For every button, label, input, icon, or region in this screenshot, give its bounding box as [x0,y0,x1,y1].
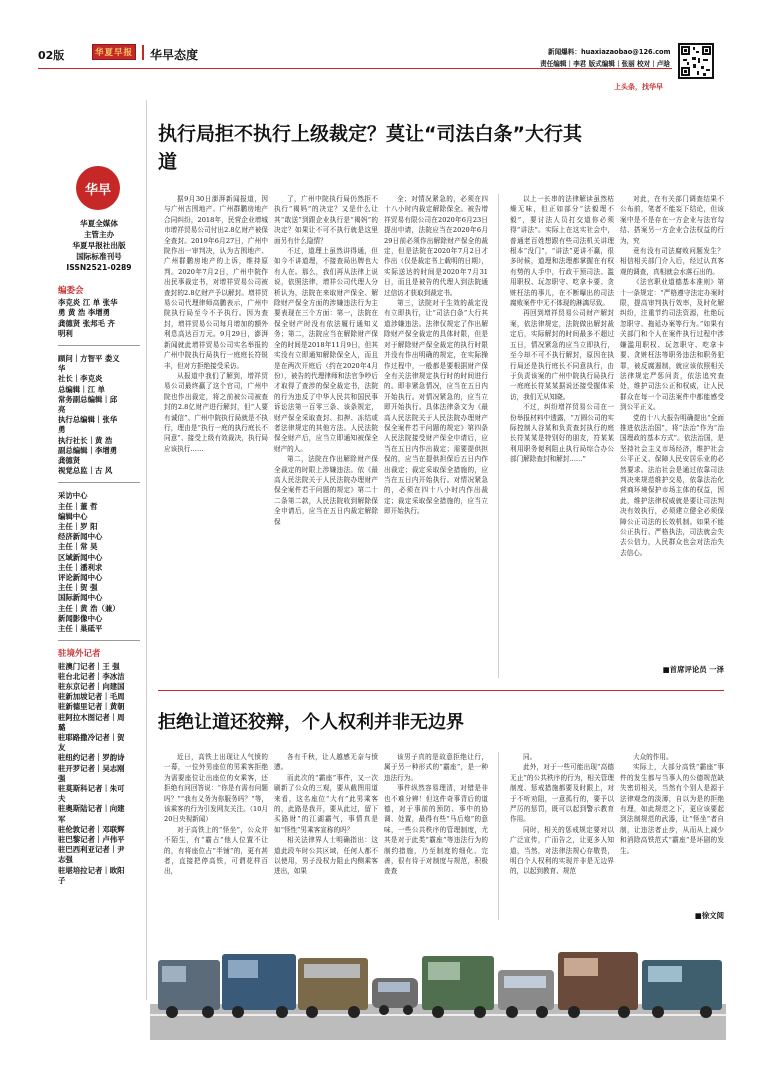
slogan: 上头条，找华早 [614,83,663,91]
column-rule [498,194,499,678]
sidebar-line: 总编辑｜江 单 [58,384,105,394]
masthead-seal [76,166,120,210]
sidebar-group [58,491,140,641]
sidebar-line: 驻台北记者｜李冰洁 [58,671,125,681]
sidebar-line: 驻开罗记者｜吴志刚 [58,763,125,773]
sidebar-line: 驻莫斯科记者｜朱可 [58,783,125,793]
paragraph: 大众的作用。 [633,753,673,761]
sidebar-line: 视觉总监｜古 风 [58,466,113,476]
masthead-line: 主管主办 [83,230,115,239]
sidebar-line: 华 [58,364,66,374]
article2-headline: 拒绝让道还狡辩，个人权利并非无边界 [158,712,464,733]
column-rule [498,752,499,920]
newspaper-logo [92,44,136,60]
header-separator [142,45,144,60]
sidebar-line: 驻澳门记者｜王 强 [58,661,120,671]
sidebar-rule [146,100,147,1000]
sidebar-line: 常务副总编辑｜邱 [58,394,118,404]
sidebar-line: 驻纽约记者｜罗韵诗 [58,753,125,763]
van [498,970,554,1010]
sidebar-line: 驻巴黎记者｜卢伟平 [58,834,125,844]
paragraph: 从报道中我们了解到，增祥贸易公司最终赢了这个官司，广州中院也作出裁定，将之前被公司被查封的2.8亿财产进行解封，但“人要有诚信”、广州中院执行局就是不执行，理由是“执行一庭的执行庭长不同意”、接受上级有效裁决，执行局应该执行…… [164,371,268,453]
paragraph: 相关法律界人士明确指出：这道此段车时公共区域，任何人都不以使用，男子没权力阻止内侧乘客进出，如果 [274,836,378,876]
sidebar-line: 驻巴西利亚记者｜尹 [58,845,125,855]
sidebar-line: 军 [58,814,66,824]
sidebar-line: 执行总编辑｜张华 [58,415,118,425]
sidebar-line: 主任｜罗 阳 [58,522,98,532]
paragraph: 对于高铁上的“怪坐”，公众并不陌生，有“霸占”他人位置不让的，有将座位占“半铺”的，更有甚者，直接把停高铁，可谓花样百出， [164,825,268,876]
sidebar-line: 新闻影像中心 [58,613,103,623]
paragraph: 党的十八大报告明确提出“全面推进依法治国”，将“法治”作为“治国理政的基本方式”。依法治国，是坚持社会主义市场经济，维护社会公平正义、保障人民安居乐业的必然要求。法治社会是通过依靠司法判决来规范维护交易，依靠法治化营商环境保护市场主体的权益，因此，维护法律权威就是要让司法判决有效执行，必须建立健全必须保障公正司法的长效机制。如果不能公正执行、严格执法，司法就会失去公信力，人民群众也会对法治失去信心。 [620,413,724,557]
paragraph: 第二，法院在作出解除财产保全裁定的时限上涉嫌违法。依《最高人民法院关于人民法院办理财产保全案件若干问题的规定》第二十二条第二款，人民法院收到解除保全申请后，应当在五日内裁定解除保 [274,455,378,526]
article1-column-4 [510,194,614,668]
sidebar-line: 璐 [58,722,66,732]
truck [642,960,722,1010]
sidebar-line: 龚德贤 [58,456,81,466]
sidebar-line: 李克炎 江 单 张华 [58,298,118,308]
traffic-photo [150,930,726,1040]
masthead-line: 国际标准刊号 [76,252,122,261]
paragraph: 再回到增祥贸易公司财产解封案，依法律规定，法院做出解封裁定后，实际解封的时间最多不超过五日，情况紧急的应当立即执行，至今却不可不执行解封，原因在执行局还是执行庭长不同意执行，由于负责该案的广州中院执行局执行一庭庭长符某某据说还接受握体采访，我们无从知晓。 [510,309,614,401]
sidebar-line: 副总编辑｜李增勇 [58,445,118,455]
sidebar-line: 明利 [58,328,73,338]
paragraph: 竟有没有司法腐败问题发生？相信相关部门介入后，经过认真客观的调查，真相就会水落石出的。 [620,247,724,276]
article2-column-1 [164,752,268,920]
article1-column-5 [620,194,724,668]
sidebar-line: 亮 [58,405,66,415]
sidebar-line: 驻新加坡记者｜毛周 [58,692,125,702]
sidebar-line: 主任｜巢砥平 [58,624,103,634]
sidebar-line: 龚德贤 张邦毛 齐 [58,318,115,328]
sidebar-line: 主任｜潘利求 [58,562,103,572]
article2-column-3 [384,752,488,920]
masthead-info [58,218,140,273]
sidebar-line: 编辑中心 [58,511,88,521]
sidebar-divider [58,345,140,346]
sidebar-line: 志强 [58,855,73,865]
sidebar-group [58,649,140,886]
paragraph: 各有千秋，让人越感无奈与愤懑。 [274,753,378,772]
paragraph: 而此次的“霸座”事件，又一次刷新了公众的三观，要从截图用道来看，这名座位“大有”此男乘客的，此路是我开，要从此过，留下买路财”的江湖霸气，事情真是如“怪性”男乘客宣称的吗？ [274,773,378,834]
sidebar-group-title: 驻境外记者 [58,649,101,660]
sidebar-line: 夫 [58,794,66,804]
sidebar-line: 驻伦敦记者｜邓联辉 [58,824,125,834]
paragraph: 事件纵然容易理清，对错是非也不难分辨！但这件奇事背后的道德，对于事前的预防、事中的协调、处置，最得有些“马后炮”的意味，一些公共秩序的管理制度，尤其是对于此类“霸座”等违法行为的制约措施，乃至制度的细化、完善，很有待于对制度与规范，积极查查 [384,784,488,876]
sidebar-group [58,286,140,346]
paragraph: 据9月30日澎湃新闻报道，因与广州古围地产、广州群鹏房地产合同纠纷，2018年，民营企业增城市增祥贸易公司付出2.8亿财产被保全查封。2019年6月27日，广州中院作出一审判决，认为古围地产、广州群鹏房地产的上诉，维持原判。2020年7月2日，广州中院作出民事裁定书，对增祥贸易公司被查封的2.8亿财产予以解封。增祥贸易公司代理律师高鹏表示，广州中院执行局至今不予执行。因为查封，增祥贸易公司每月增加的额外利息高达百万元。9月29日，澎湃新闻就此增祥贸易公司实名举报的广州中院执行局执行一庭庭长符锐丰，但对方拒绝接受采访。 [164,195,268,370]
editors-line: 责任编辑｜李君 版式编辑｜张丽 校对｜卢晗 [540,60,670,68]
article1-author: ■首席评论员 一泽 [662,665,724,674]
sidebar-line: 驻东京记者｜向建国 [58,681,125,691]
sidebar-line: 勇 黄 浩 李增勇 [58,308,111,318]
sidebar-line: 执行社长｜黄 浩 [58,435,113,445]
staff-sidebar [58,286,140,894]
sidebar-line: 驻新德里记者｜黄朝 [58,702,125,712]
article1-column-3 [384,194,488,678]
sidebar-divider [58,640,140,641]
paragraph: 不过，纠纷增祥贸易公司在一份举报材料中透露，“万圆公司的实际控制人谷某和负责查封执行的庭长符某某是特别好的朋友，符某某利用职务便利阻止执行局综合办公部门解除查封和解封……” [510,403,614,464]
sidebar-line: 驻阿拉木图记者｜周 [58,712,125,722]
sidebar-line: 友 [58,743,66,753]
paragraph: 第三，法院对于生效的裁定没有立即执行，让“司法白条”大行其道涉嫌违法。法律仅规定了作出解除财产保全裁定的具体时限，但是对于解除财产保全裁定的执行时限并没有作出明确的规定，在实际操作过程中，一般都是要根据财产保全有关法律规定执行时的时间进行的。即非紧急情况，应当在五日内开始执行。对情况紧急的，应当立即开始执行。具体法律条文为《最高人民法院关于人民法院办理财产保全案件若干问题的规定》第四条人民法院接受财产保全申请后，应当在五日内作出裁定；需要提供担保的，应当在提供担保后五日内作出裁定；裁定采取保全措施的，应当在五日内开始执行。对情况紧急的，必须在四十八小时内作出裁定；裁定采取保全措施的，应当立即开始执行。 [384,299,488,516]
logo-text: 华夏早报 [94,48,133,58]
seal-text: 华早 [84,182,111,198]
sidebar-line: 主任｜贺 强 [58,583,98,593]
masthead-line: ISSN2521-0289 [66,263,132,272]
sidebar-line: 主任｜黄 浩（兼） [58,603,120,613]
headline-line: 执行局拒不执行上级裁定？莫让“司法白条”大行其 [158,123,582,145]
paragraph: 同时，相关的惩戒规定要对以广泛宣传，广而告之，让更多人知道，当然，对法律法规心存敬畏，明白个人权利的实现并非是无边界的，以起到教育、规范 [510,825,614,876]
masthead-line: 华夏全媒体 [80,219,118,228]
article2-column-5 [620,752,724,912]
page-number: 02版 [38,49,65,62]
truck [422,956,494,1010]
paragraph: 近日，高铁上出现让人气愤的一幕，一位外男座位的男乘客拒绝为需要座位让出座位的女乘客，还拒绝有问回答说：“你是有需有问题吗？”“我有义务为你服务吗？”等，该乘客的行为引发网友关注。（10月20日央视新闻） [164,753,268,824]
header-rule [38,68,672,69]
article1-headline [158,120,718,176]
sidebar-group-title: 编委会 [58,286,84,296]
article-divider [158,690,724,691]
paragraph: 实际上，大部分高铁“霸座”事件的发生都与当事人的公德规范缺失密切相关，当然有个别人是源于法律观念的淡薄，自以为是的拒绝有理，如此规范之下，更应该要起到法制规范的武器，让“怪坐”者自制，让违法者止步，从而从上减少和消除高铁范式“霸座”是坏剧的发生。 [620,763,724,855]
paragraph: 对此，在有关部门调查结果不公布前，笔者不能妄下结论，但该案中是不是存在一方企业与法官勾结、搭案另一方企业合法权益的行为，究 [620,195,724,245]
sidebar-line: 经济新闻中心 [58,532,103,542]
paragraph: 同。 [523,753,537,761]
email-line[interactable]: 新闻爆料：huaxiazaobao@126.com [548,48,671,56]
sidebar-line: 驻奥斯陆记者｜向建 [58,804,125,814]
headline-line: 道 [158,151,178,173]
paragraph: 了，广州中院执行局仍然拒不执行“褐妈”的决定？又是什么让其“敢送”到跟企业执行是“褐妈”的决定？如果让不可不执行就是这里面另有什么隐情？ [274,195,378,245]
paragraph: 该男子真的是故意拒绝让行，属于另一种形式的“霸座”，是一种违法行为。 [384,753,488,782]
sidebar-group [58,354,140,483]
qr-code [678,43,714,79]
article2-author: ■徐文阅 [694,911,724,920]
sidebar-line: 主任｜常 昊 [58,542,98,552]
paragraph: 不过，道理上虽然讲得通，但如今不讲道理，不接查局出牌也大有人在。那么，我们再从法律上说说，依照法律，增祥公司代理人分析认为，法院在来取财产保全、解除财产保全方面的涉嫌违法行为主要表现在三个方面：第一，法院在保全财产时没有依法履行通知义务；第二，法院应当在解除财产保全的时间是2018年11月9日，但其实没有立即通知解除保全人，而且是在两次开庭后（约在2020年4月份），被告的代理律师和法官争吵后才取得了查涉的保全裁定书，法院的行为违反了中华人民共和国民事诉讼法第一百零三条、该条规定，财产保全采取查封、扣押、冻结或者法律规定的其他方法。人民法院保全财产后，应当立即通知被保全财产的人。 [274,247,378,453]
sidebar-line: 采访中心 [58,491,88,501]
section-title: 华早态度 [150,48,199,62]
article2-column-2 [274,752,378,920]
sidebar-line: 主任｜董 哲 [58,501,98,511]
sidebar-line: 评论新闻中心 [58,573,103,583]
sidebar-line: 顾问｜方智平 娄义 [58,354,120,364]
truck [158,960,220,1010]
sidebar-line: 驻堪培拉记者｜欧阳 [58,865,125,875]
bus [298,958,368,1010]
paragraph: 《法官职业道德基本准则》第十一条规定：“严格遵守法定办案时限，提高审判执行效率，及时化解纠纷，注重节约司法资源，杜绝玩忽职守、拖延办案等行为。”如果有关部门和个人在案件执行过程中涉嫌滥用职权、玩忽职守、吃拿卡要、贪赃枉法等职务违法和职务犯罪，被反腐遏制，就应该依照相关法律规定严惩问责，依法追究查处，维护司法公正和权威，让人民群众在每一个司法案件中都能感受到公平正义。 [620,278,724,412]
sidebar-line: 子 [58,875,66,885]
truck [222,954,296,1010]
sidebar-divider [58,482,140,483]
sidebar-line: 国际新闻中心 [58,593,103,603]
masthead-line: 华夏早报社出版 [72,241,126,250]
car [372,978,418,1008]
article1-column-1 [164,194,268,678]
sidebar-line: 勇 [58,425,66,435]
article2-column-4 [510,752,614,920]
sidebar-line: 强 [58,773,66,783]
truck [558,952,638,1010]
paragraph: 此外，对于一些可能出现“高德无止”的公共秩序的行为，相关管理制度、惩戒措施都要及时跟上，对于不听劝阻，一意孤行的，要予以严厉的惩罚，既可以起到警示教育作用。 [510,763,614,824]
sidebar-line: 驻耶路撒冷记者｜贺 [58,732,125,742]
article1-column-2 [274,194,378,678]
sidebar-line: 社长｜李克炎 [58,374,103,384]
paragraph: 全；对情况紧急的，必须在四十八小时内裁定解除保全。被告增祥贸易有限公司在2020年6月23日提出申请，法院应当在2020年6月29日前必须作出解除财产保全的裁定，但是法院在2020年7月2日才作出（仅是裁定书上载明的日期），实际送达的时间是2020年7月31日，而且是被告的代理人到法院通过信访才获取到裁定书。 [384,195,488,297]
sidebar-line: 区域新闻中心 [58,552,103,562]
paragraph: 以上一长串的法律解读虽然枯燥无味，但正如部分“法毅理不毅”，要讨法人员打交道你必须得“讲法”。实际上在这实社会中，普通老百姓想跟有些司法机关讲理根本“没门”，“讲法”更讲不赢，很多时候，道理和法理都掌握在有权有势的人手中，行政干预司法、滥用职权、玩忽职守、吃拿卡要、贪赃枉法的事儿，在不断曝出的司法腐败案件中无不体现的淋漓尽致。 [510,195,614,308]
